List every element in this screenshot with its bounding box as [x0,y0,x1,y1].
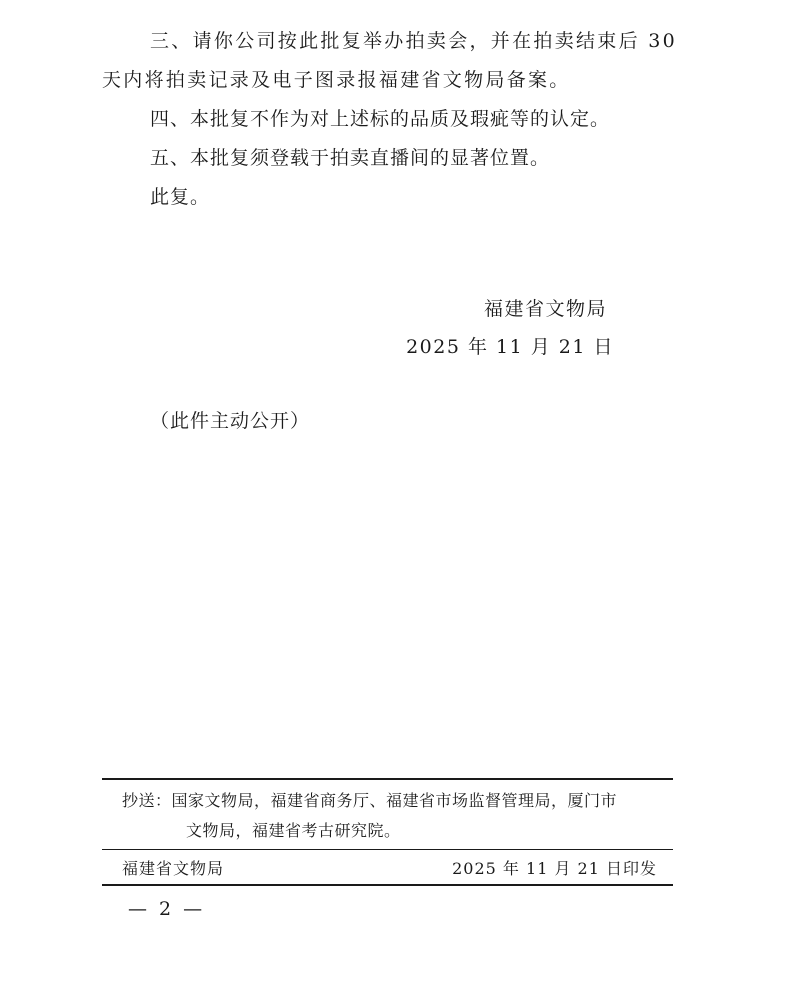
issuer-organization: 福建省文物局 [122,859,225,878]
issuer-row [122,856,657,879]
page-number: — 2 — [128,898,206,920]
footer-divider-middle [102,849,673,850]
closing-phrase: 此复。 [150,186,211,208]
footer-divider-top [102,778,673,780]
signature-date: 2025 年 11 月 21 日 [406,336,614,358]
signature-block [406,290,612,366]
signature-organization: 福建省文物局 [483,298,607,320]
cc-recipients-line2: 文物局，福建省考古研究院。 [186,821,401,840]
issue-date: 2025 年 11 月 21 日印发 [452,859,657,878]
paragraph-item-five: 五、本批复须登载于拍卖直播间的显著位置。 [150,147,551,169]
footer-divider-bottom [102,884,673,886]
cc-label: 抄送： [122,791,172,810]
paragraph-item-three: 三、请你公司按此批复举办拍卖会，并在拍卖结束后 30 天内将拍卖记录及电子图录报福建省文物局备案。 [102,30,678,91]
cc-block [122,786,617,846]
paragraph-item-four: 四、本批复不作为对上述标的品质及瑕疵等的认定。 [150,108,611,130]
disclosure-note: （此件主动公开） [150,410,311,432]
cc-recipients-line1: 国家文物局，福建省商务厅、福建省市场监督管理局，厦门市 [171,791,618,810]
document-body [102,22,682,217]
